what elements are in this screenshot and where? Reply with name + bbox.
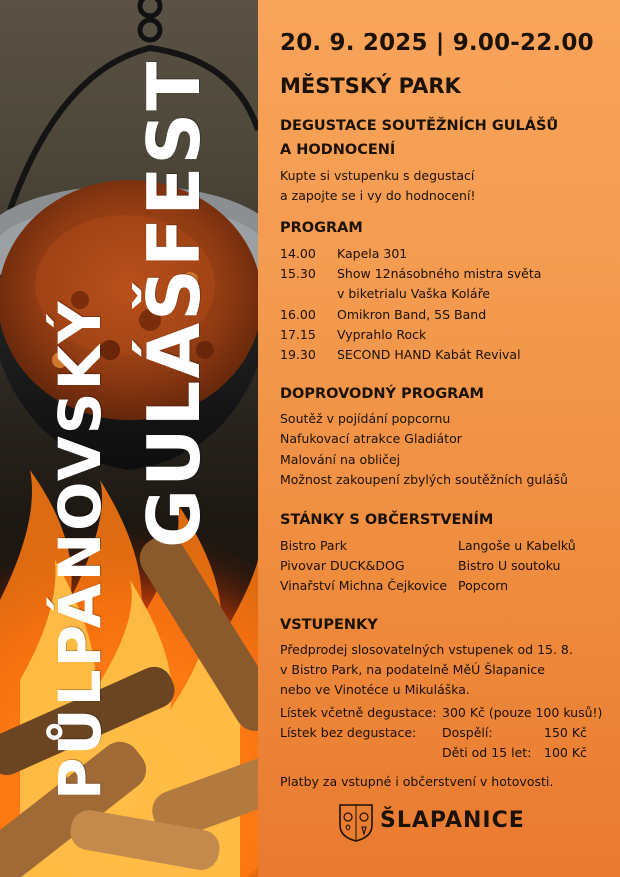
presale-text: nebo ve Vinotéce u Mikuláška. [280, 682, 470, 697]
side-program-item: Nafukovací atrakce Gladiátor [280, 431, 462, 446]
program-act: Kapela 301 [337, 246, 408, 261]
stand-item: Popcorn [458, 578, 509, 593]
program-time: 15.30 [280, 266, 316, 281]
goulash-cauldron-photo [0, 0, 258, 877]
adults-label: Dospělí: [442, 725, 493, 740]
festival-title-line1: PŮLPÁNOVSKÝ [46, 299, 114, 800]
town-name: ŠLAPANICE [380, 808, 525, 833]
stand-item: Bistro U soutoku [458, 558, 561, 573]
program-heading: PROGRAM [280, 220, 363, 236]
tickets-heading: VSTUPENKY [280, 617, 378, 633]
payment-note: Platby za vstupné i občerstvení v hotovosti. [280, 774, 554, 789]
tasting-heading-line2: A HODNOCENÍ [280, 142, 396, 158]
program-act: Vyprahlo Rock [337, 327, 427, 342]
stand-item: Vinařství Michna Čejkovice [280, 578, 448, 593]
program-time: 17.15 [280, 327, 316, 342]
presale-text: v Bistro Park, na podatelně MěÚ Šlapanice [280, 662, 545, 677]
program-time: 14.00 [280, 246, 316, 261]
festival-title-line2: GULÁŠFEST [132, 59, 216, 548]
children-label: Děti od 15 let: [442, 745, 532, 760]
program-act: Show 12násobného mistra světa [337, 266, 542, 281]
side-program-item: Možnost zakoupení zbylých soutěžních gulášů [280, 472, 568, 487]
stand-item: Bistro Park [280, 538, 347, 553]
town-coat-of-arms-icon [338, 803, 374, 843]
program-time: 16.00 [280, 307, 316, 322]
ticket-without-tasting-label: Lístek bez degustace: [280, 725, 417, 740]
stand-item: Langoše u Kabelků [458, 538, 576, 553]
tasting-text-line1: Kupte si vstupenku s degustací [280, 168, 475, 183]
presale-text: Předprodej slosovatelných vstupenek od 15. 8. [280, 642, 573, 657]
program-act: Omikron Band, 5S Band [337, 307, 487, 322]
program-time: 19.30 [280, 347, 316, 362]
tasting-heading-line1: DEGUSTACE SOUTĚŽNÍCH GULÁŠŮ [280, 118, 559, 134]
event-venue: MĚSTSKÝ PARK [280, 74, 461, 98]
cauldron-fire-illustration [0, 0, 258, 877]
children-price: 100 Kč [544, 745, 587, 760]
program-act: v biketrialu Vaška Koláře [337, 286, 491, 301]
adults-price: 150 Kč [544, 725, 587, 740]
program-act: SECOND HAND Kabát Revival [337, 347, 521, 362]
ticket-with-tasting-label: Lístek včetně degustace: [280, 705, 437, 720]
ticket-with-tasting-price: 300 Kč (pouze 100 kusů!) [442, 705, 603, 720]
stands-heading: STÁNKY S OBČERSTVENÍM [280, 512, 494, 528]
side-program-item: Malování na obličej [280, 452, 401, 467]
event-date-time: 20. 9. 2025 | 9.00-22.00 [280, 30, 594, 56]
tasting-text-line2: a zapojte se i vy do hodnocení! [280, 188, 476, 203]
side-program-item: Soutěž v pojídání popcornu [280, 411, 451, 426]
stand-item: Pivovar DUCK&DOG [280, 558, 405, 573]
side-program-heading: DOPROVODNÝ PROGRAM [280, 386, 484, 402]
